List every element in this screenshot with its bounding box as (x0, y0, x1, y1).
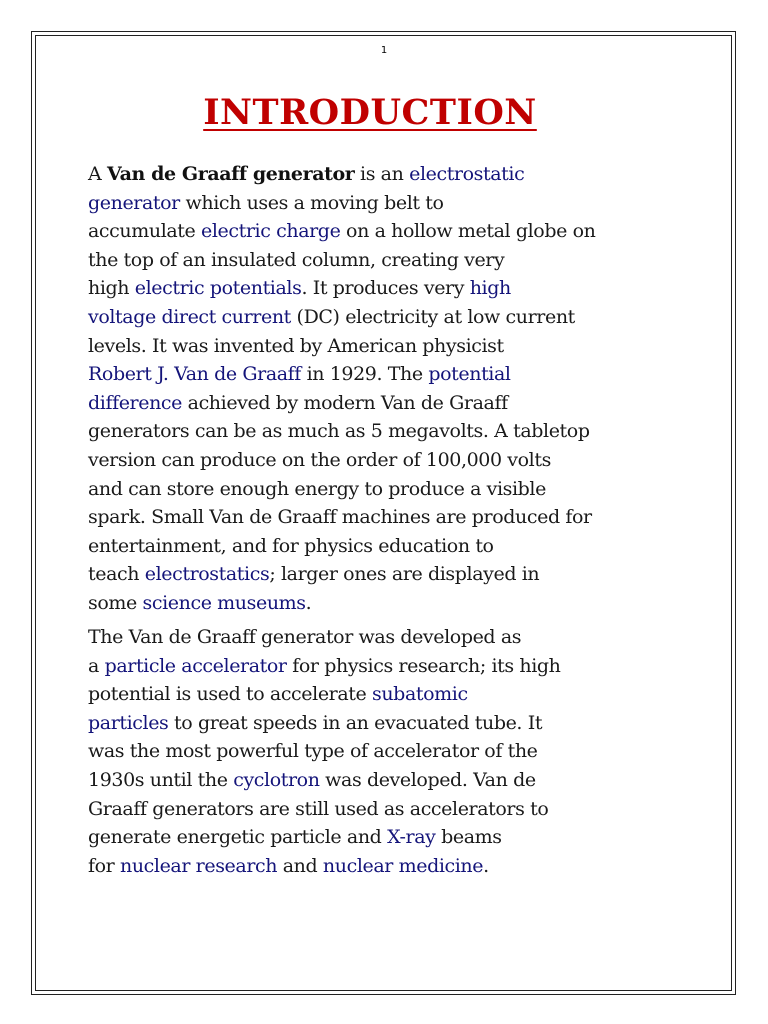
text-line (88, 417, 738, 446)
inline-link[interactable]: high (469, 277, 511, 300)
text-segment: teach (88, 563, 145, 586)
text-segment: for (88, 854, 120, 877)
text-segment: . (305, 591, 312, 614)
text-segment: generate energetic particle and (88, 826, 388, 849)
inline-link[interactable]: subatomic (372, 683, 468, 706)
text-line (88, 737, 738, 766)
inline-link[interactable]: generator (88, 191, 180, 214)
text-segment: which uses a moving belt to (179, 191, 444, 214)
text-segment: and can store enough energy to produce a visible (88, 477, 546, 500)
text-line (88, 623, 738, 652)
text-segment: . It produces very (301, 277, 470, 300)
text-line (88, 246, 738, 275)
text-line (88, 852, 738, 881)
inline-link[interactable]: nuclear medicine (322, 854, 484, 877)
text-line (88, 560, 738, 589)
text-segment: a (88, 654, 105, 677)
text-line (88, 766, 738, 795)
text-line (88, 389, 738, 418)
text-segment: generators can be as much as 5 megavolts. A tabletop (88, 420, 590, 443)
text-segment: for physics research; its high (286, 654, 561, 677)
page-title-text: INTRODUCTION (203, 92, 537, 133)
text-line (88, 274, 738, 303)
text-line (88, 360, 738, 389)
text-line (88, 303, 738, 332)
text-segment: Graaff generators are still used as accelerators to (88, 797, 549, 820)
inline-link[interactable]: electric charge (201, 220, 341, 243)
text-segment: was developed. Van de (319, 768, 536, 791)
text-line (88, 532, 738, 561)
inline-link[interactable]: particle accelerator (104, 654, 287, 677)
inline-link[interactable]: electrostatic (409, 163, 525, 185)
text-line (88, 503, 738, 532)
text-segment: spark. Small Van de Graaff machines are produced for (88, 506, 592, 529)
text-segment: is an (354, 163, 410, 185)
text-segment: to great speeds in an evacuated tube. It (168, 711, 543, 734)
text-segment: version can produce on the order of 100,000 volts (88, 448, 551, 471)
text-segment: entertainment, and for physics education to (88, 534, 494, 557)
inline-link[interactable]: voltage (88, 305, 156, 328)
text-line (88, 446, 738, 475)
text-segment: high (88, 277, 135, 300)
inline-link[interactable]: potential (428, 363, 511, 386)
text-line (88, 189, 738, 218)
inline-link[interactable]: electrostatics (144, 563, 270, 586)
paragraph-1 (88, 160, 738, 618)
text-segment: the top of an insulated column, creating very (88, 248, 505, 271)
text-segment: achieved by modern Van de Graaff (182, 391, 508, 414)
page-title (0, 92, 740, 133)
text-line (88, 680, 738, 709)
text-line (88, 217, 738, 246)
inline-link[interactable]: science museums (142, 591, 306, 614)
text-segment: ; larger ones are displayed in (269, 563, 540, 586)
inline-link[interactable]: difference (88, 391, 182, 414)
text-line (88, 589, 738, 618)
paragraph-2 (88, 623, 738, 880)
text-segment: accumulate (88, 220, 202, 243)
inline-link[interactable]: electric potentials (134, 277, 302, 300)
text-line (88, 652, 738, 681)
text-segment: 1930s until the (88, 768, 234, 791)
text-segment: . (483, 854, 489, 877)
text-line (88, 332, 738, 361)
text-segment: on a hollow metal globe on (340, 220, 596, 243)
text-line (88, 160, 738, 189)
text-segment: potential is used to accelerate (88, 683, 372, 706)
text-segment: A (88, 163, 107, 185)
inline-link[interactable]: particles (88, 711, 169, 734)
text-segment: The Van de Graaff generator was developed as (88, 626, 522, 648)
inline-link[interactable]: X-ray (387, 826, 436, 849)
inline-link[interactable]: Robert J. Van de Graaff (88, 363, 301, 386)
page-number: 1 (380, 45, 388, 56)
text-line (88, 823, 738, 852)
inline-link[interactable]: direct current (161, 305, 291, 328)
text-line (88, 795, 738, 824)
text-line (88, 475, 738, 504)
inline-link[interactable]: cyclotron (233, 768, 320, 791)
bold-term: Van de Graaff generator (106, 163, 355, 185)
text-segment: in 1929. The (300, 363, 429, 386)
text-segment: levels. It was invented by American physicist (88, 334, 504, 357)
inline-link[interactable]: nuclear research (120, 854, 278, 877)
text-segment: beams (435, 826, 502, 849)
text-segment: (DC) electricity at low current (290, 305, 575, 328)
text-segment: was the most powerful type of accelerator of the (88, 740, 538, 763)
text-segment: some (88, 591, 143, 614)
text-segment: and (277, 854, 323, 877)
text-line (88, 709, 738, 738)
